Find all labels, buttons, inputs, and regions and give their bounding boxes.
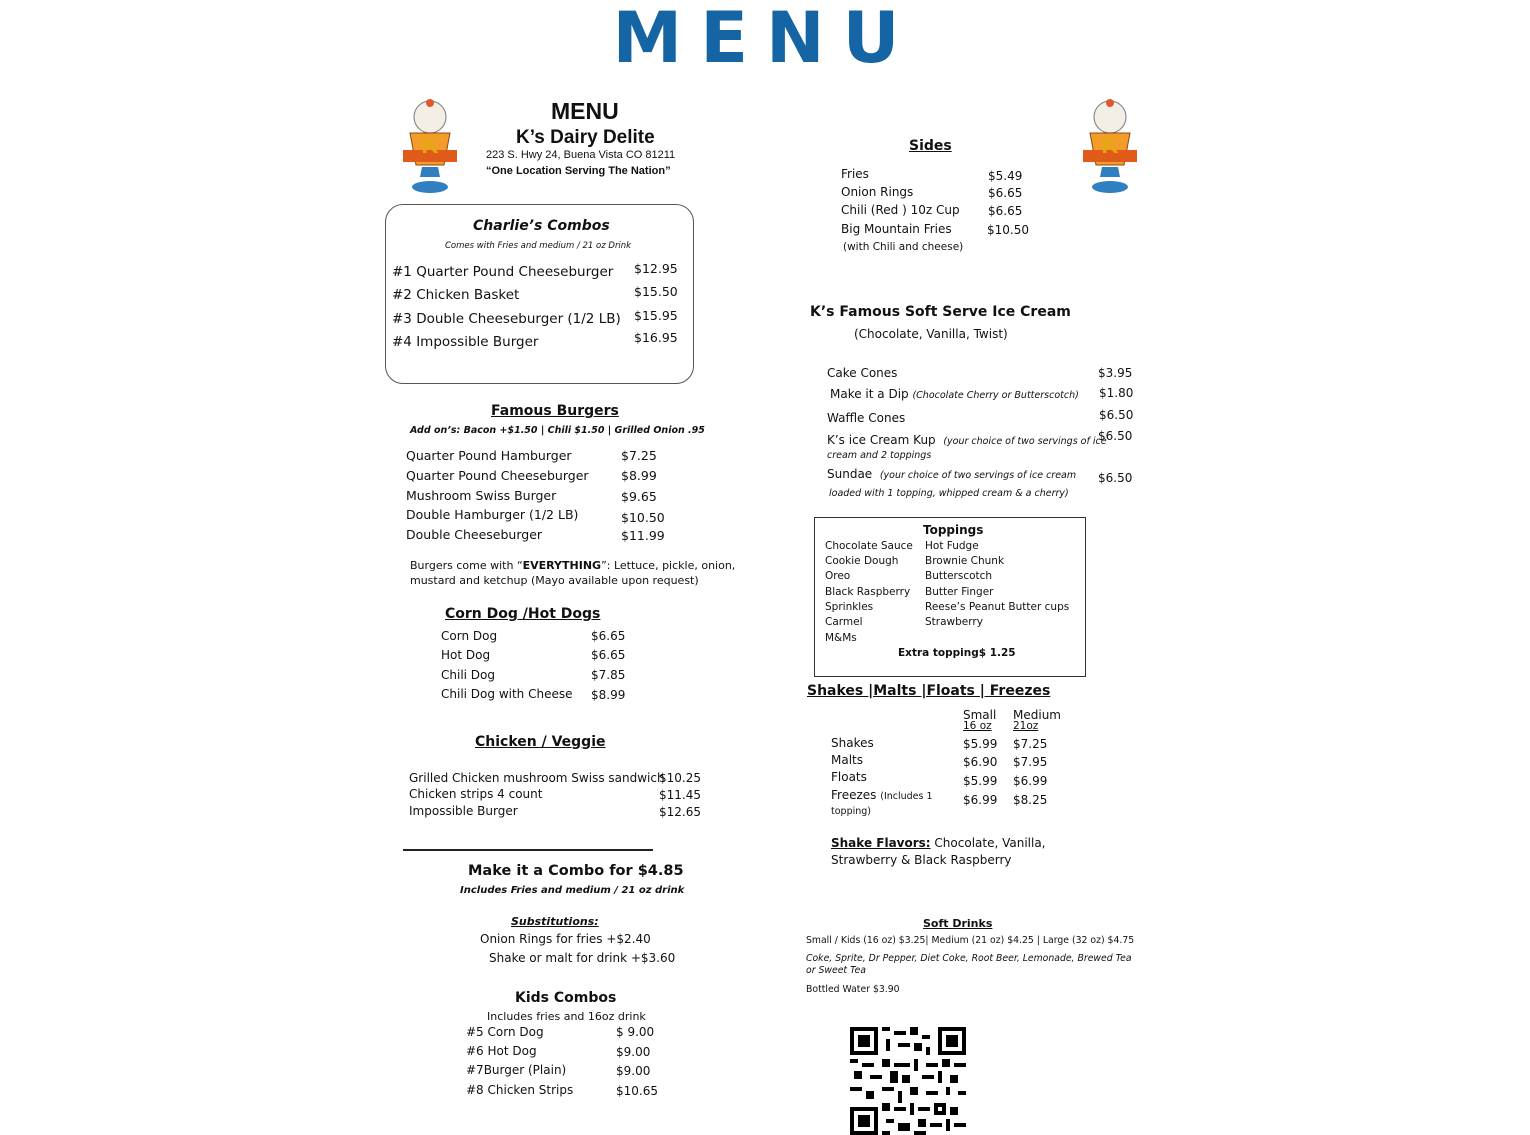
substitution-shake: Shake or malt for drink +$3.60: [489, 951, 676, 965]
chicken-item-name: Chicken strips 4 count: [409, 787, 543, 801]
chicken-item-price: $10.25: [659, 771, 701, 785]
dairy-delite-logo-left: [400, 95, 460, 195]
substitutions-title: Substitutions:: [511, 915, 599, 928]
shakes-col-medium-oz: 21oz: [1013, 720, 1039, 732]
cake-cones-price: $3.95: [1098, 366, 1133, 380]
drinks-title: Soft Drinks: [923, 917, 993, 930]
bottled-water: Bottled Water $3.90: [806, 984, 900, 995]
kids-item-name: #8 Chicken Strips: [466, 1083, 574, 1097]
burgers-note: Burgers come with “EVERYTHING”: Lettuce, pickle, onion,: [410, 559, 736, 572]
kids-item-price: $ 9.00: [616, 1025, 655, 1039]
shakes-col-small: Small: [963, 708, 997, 722]
burger-item-name: Double Cheeseburger: [406, 527, 543, 542]
side-item-name: Fries: [841, 167, 869, 181]
dip-price: $1.80: [1099, 386, 1134, 400]
topping-item: Black Raspberry: [825, 586, 911, 598]
dip-label: Make it a Dip (Chocolate Cherry or Butterscotch): [830, 387, 1079, 401]
shakes-col-small-oz: 16 oz: [963, 720, 992, 732]
restaurant-address: 223 S. Hwy 24, Buena Vista CO 81211: [486, 149, 676, 161]
topping-item: Sprinkles: [825, 601, 874, 613]
shakes-col-medium: Medium: [1013, 708, 1061, 722]
sundae-label: Sundae (your choice of two servings of ice cream: [827, 467, 1077, 481]
kids-item-name: #7Burger (Plain): [466, 1063, 567, 1077]
hotdog-item-name: Corn Dog: [441, 629, 498, 643]
shake-item-medium: $7.95: [1013, 755, 1048, 769]
shake-item-name: Floats: [831, 770, 867, 784]
topping-item: Butterscotch: [925, 570, 993, 582]
shake-item-small: $5.99: [963, 737, 998, 751]
combos-title: Charlie’s Combos: [473, 218, 610, 234]
combo-item-name: #4 Impossible Burger: [392, 334, 539, 350]
shake-flavors: Shake Flavors: Chocolate, Vanilla,: [831, 836, 1046, 850]
combo-item-price: $16.95: [634, 330, 678, 345]
topping-item: Strawberry: [925, 616, 983, 628]
side-item-name: Chili (Red ) 10z Cup: [841, 203, 960, 217]
burger-item-name: Double Hamburger (1/2 LB): [406, 507, 579, 522]
shake-item-name: Malts: [831, 753, 863, 767]
side-item-name: Big Mountain Fries: [841, 222, 952, 236]
side-item-price: $6.65: [988, 204, 1023, 218]
freezes-note-line2: topping): [831, 806, 871, 817]
shake-item-name: Shakes: [831, 736, 874, 750]
burger-item-name: Quarter Pound Hamburger: [406, 448, 572, 463]
shake-item-small: $6.90: [963, 755, 998, 769]
burgers-addons: Add on’s: Bacon +$1.50 | Chili $1.50 | Grilled Onion .95: [410, 425, 705, 436]
burger-item-name: Quarter Pound Cheeseburger: [406, 468, 589, 483]
icecream-title: K’s Famous Soft Serve Ice Cream: [810, 304, 1071, 320]
sundae-price: $6.50: [1098, 471, 1133, 485]
toppings-title: Toppings: [923, 523, 984, 537]
make-combo-subtitle: Includes Fries and medium / 21 oz drink: [460, 885, 685, 896]
burger-item-name: Mushroom Swiss Burger: [406, 488, 557, 503]
topping-item: Butter Finger: [925, 586, 994, 598]
topping-item: Carmel: [825, 616, 863, 628]
combo-item-name: #1 Quarter Pound Cheeseburger: [392, 264, 614, 280]
burger-item-price: $7.25: [621, 448, 657, 463]
burger-item-price: $10.50: [621, 510, 665, 525]
svg-text:K: K: [1101, 132, 1119, 159]
combos-subtitle: Comes with Fries and medium / 21 oz Drink: [445, 241, 632, 251]
freezes-medium-price: $8.25: [1013, 793, 1048, 807]
combo-item-name: #3 Double Cheeseburger (1/2 LB): [392, 311, 621, 327]
hotdog-item-price: $6.65: [591, 629, 626, 643]
freezes-small-price: $6.99: [963, 793, 998, 807]
restaurant-slogan: “One Location Serving The Nation”: [486, 165, 671, 177]
sides-note: (with Chili and cheese): [843, 241, 964, 253]
page-banner-title: MENU: [612, 0, 918, 79]
burger-item-price: $11.99: [621, 528, 665, 543]
burgers-title: Famous Burgers: [491, 403, 619, 419]
kup-note-line2: cream and 2 toppings: [827, 450, 932, 461]
combo-item-price: $12.95: [634, 261, 678, 276]
chicken-item-name: Impossible Burger: [409, 804, 518, 818]
divider-line: [403, 849, 653, 851]
kup-label: K’s ice Cream Kup (your choice of two servings of ice: [827, 433, 1107, 447]
hotdog-item-price: $8.99: [591, 688, 626, 702]
substitution-onion-rings: Onion Rings for fries +$2.40: [480, 932, 651, 946]
chicken-item-name: Grilled Chicken mushroom Swiss sandwich: [409, 771, 665, 785]
chicken-item-price: $12.65: [659, 805, 701, 819]
cake-cones-label: Cake Cones: [827, 366, 898, 380]
waffle-cones-price: $6.50: [1099, 408, 1134, 422]
shake-item-medium: $7.25: [1013, 737, 1048, 751]
topping-item: Chocolate Sauce: [825, 540, 913, 552]
kids-item-price: $9.00: [616, 1045, 651, 1059]
extra-topping-price: Extra topping$ 1.25: [898, 647, 1016, 659]
restaurant-name: K’s Dairy Delite: [516, 127, 655, 148]
icecream-subtitle: (Chocolate, Vanilla, Twist): [854, 327, 1008, 341]
kids-subtitle: Includes fries and 16oz drink: [487, 1010, 646, 1023]
topping-item: Cookie Dough: [825, 555, 899, 567]
hotdog-item-price: $7.85: [591, 668, 626, 682]
sundae-note-line2: loaded with 1 topping, whipped cream & a cherry): [829, 488, 1069, 499]
waffle-cones-label: Waffle Cones: [827, 411, 906, 425]
hotdogs-title: Corn Dog /Hot Dogs: [445, 606, 601, 622]
side-item-price: $6.65: [988, 186, 1023, 200]
dairy-delite-logo-right: [1080, 95, 1140, 195]
hotdog-item-name: Chili Dog with Cheese: [441, 687, 573, 701]
topping-item: Reese’s Peanut Butter cups: [925, 601, 1070, 613]
topping-item: Brownie Chunk: [925, 555, 1005, 567]
combo-item-price: $15.50: [634, 284, 678, 299]
hotdog-item-name: Hot Dog: [441, 648, 491, 662]
chicken-title: Chicken / Veggie: [475, 734, 606, 750]
topping-item: Oreo: [825, 570, 851, 582]
kids-item-name: #6 Hot Dog: [466, 1044, 537, 1058]
qr-code[interactable]: [850, 1027, 966, 1135]
burger-item-price: $9.65: [621, 489, 657, 504]
side-item-name: Onion Rings: [841, 185, 914, 199]
svg-text:K: K: [421, 132, 439, 159]
kids-item-price: $9.00: [616, 1064, 651, 1078]
shake-flavors-line2: Strawberry & Black Raspberry: [831, 853, 1012, 867]
menu-heading: MENU: [551, 98, 619, 124]
topping-item: Hot Fudge: [925, 540, 979, 552]
kids-item-price: $10.65: [616, 1084, 658, 1098]
hotdog-item-price: $6.65: [591, 648, 626, 662]
topping-item: M&Ms: [825, 632, 857, 644]
sides-title: Sides: [909, 138, 952, 154]
shake-item-medium: $6.99: [1013, 774, 1048, 788]
combo-item-price: $15.95: [634, 308, 678, 323]
drinks-list-line2: or Sweet Tea: [806, 965, 866, 976]
burgers-note-line2: mustard and ketchup (Mayo available upon request): [410, 574, 699, 587]
kids-item-name: #5 Corn Dog: [466, 1025, 544, 1039]
drinks-sizes: Small / Kids (16 oz) $3.25| Medium (21 oz) $4.25 | Large (32 oz) $4.75: [806, 935, 1135, 946]
chicken-item-price: $11.45: [659, 788, 701, 802]
side-item-price: $10.50: [987, 223, 1029, 237]
shakes-title: Shakes |Malts |Floats | Freezes: [807, 683, 1051, 699]
make-combo-title: Make it a Combo for $4.85: [468, 863, 684, 879]
freezes-label: Freezes (Includes 1: [831, 788, 933, 802]
combo-item-name: #2 Chicken Basket: [392, 287, 520, 303]
hotdog-item-name: Chili Dog: [441, 668, 495, 682]
kids-title: Kids Combos: [515, 990, 617, 1006]
side-item-price: $5.49: [988, 169, 1023, 183]
drinks-list: Coke, Sprite, Dr Pepper, Diet Coke, Root Beer, Lemonade, Brewed Tea: [806, 953, 1132, 964]
kup-price: $6.50: [1098, 429, 1133, 443]
shake-item-small: $5.99: [963, 774, 998, 788]
burger-item-price: $8.99: [621, 468, 657, 483]
